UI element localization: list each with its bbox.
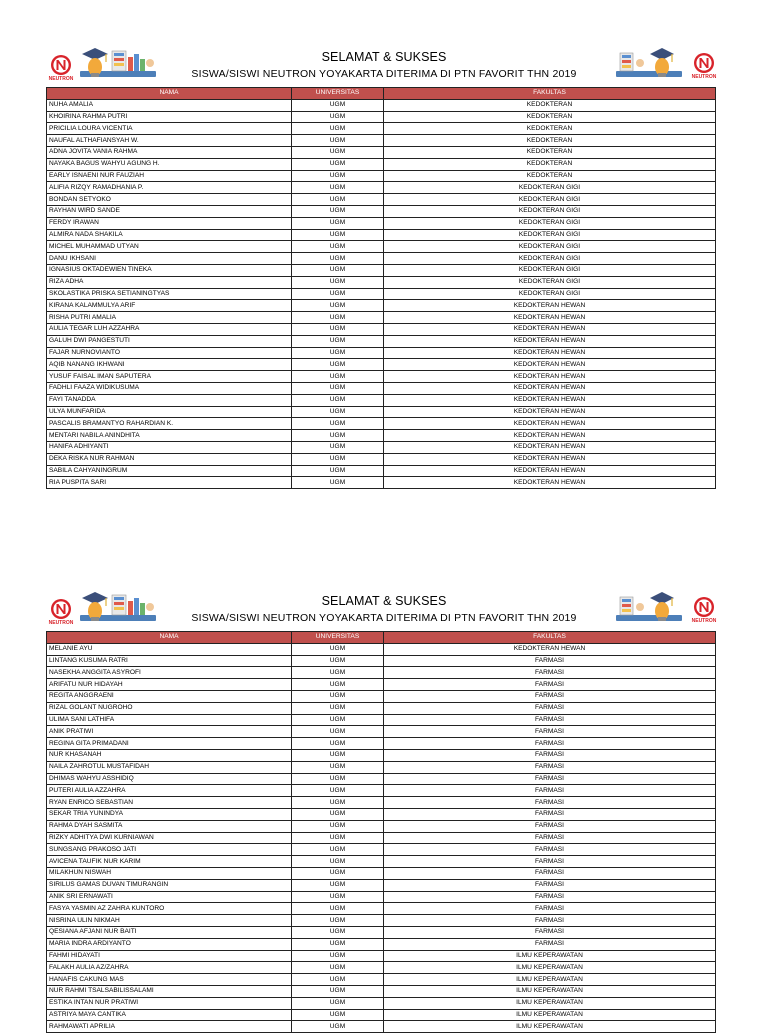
university-cell: UGM <box>292 832 384 844</box>
faculty-cell: KEDOKTERAN HEWAN <box>384 323 716 335</box>
faculty-cell: KEDOKTERAN HEWAN <box>384 371 716 383</box>
university-cell: UGM <box>292 938 384 950</box>
faculty-cell: FARMASI <box>384 690 716 702</box>
student-name-cell: RIZKY ADHITYA DWI KURNIAWAN <box>47 832 292 844</box>
university-cell: UGM <box>292 997 384 1009</box>
faculty-cell: KEDOKTERAN <box>384 158 716 170</box>
table-row <box>47 879 716 891</box>
university-cell: UGM <box>292 1021 384 1033</box>
table-row <box>47 264 716 276</box>
sheet-header <box>0 588 768 629</box>
student-name-cell: SEKAR TRIA YUNINDYA <box>47 808 292 820</box>
university-cell: UGM <box>292 229 384 241</box>
table-row <box>47 170 716 182</box>
student-name-cell: ALMIRA NADA SHAKILA <box>47 229 292 241</box>
university-cell: UGM <box>292 761 384 773</box>
faculty-cell: ILMU KEPERAWATAN <box>384 1021 716 1033</box>
university-cell: UGM <box>292 714 384 726</box>
table-row <box>47 856 716 868</box>
student-name-cell: BONDAN SETYOKO <box>47 194 292 206</box>
faculty-cell: KEDOKTERAN GIGI <box>384 253 716 265</box>
table-row <box>47 394 716 406</box>
university-cell: UGM <box>292 844 384 856</box>
table-row <box>47 1021 716 1033</box>
roster-table <box>46 631 716 1033</box>
table-row <box>47 359 716 371</box>
student-name-cell: RIZAL GOLANT NUGROHO <box>47 702 292 714</box>
logo-wordmark: NEUTRON <box>48 76 74 82</box>
table-row <box>47 950 716 962</box>
table-row <box>47 288 716 300</box>
faculty-cell: FARMASI <box>384 832 716 844</box>
student-name-cell: ESTIKA INTAN NUR PRATIWI <box>47 997 292 1009</box>
faculty-cell: KEDOKTERAN HEWAN <box>384 453 716 465</box>
table-row <box>47 749 716 761</box>
faculty-cell: ILMU KEPERAWATAN <box>384 985 716 997</box>
table-row <box>47 690 716 702</box>
table-row <box>47 985 716 997</box>
student-name-cell: IGNASIUS OKTADEWIEN TINEKA <box>47 264 292 276</box>
university-cell: UGM <box>292 194 384 206</box>
faculty-cell: KEDOKTERAN HEWAN <box>384 465 716 477</box>
table-row <box>47 820 716 832</box>
student-name-cell: NISRINA ULIN NIKMAH <box>47 915 292 927</box>
student-name-cell: NASEKHA ANGGITA ASYROFI <box>47 667 292 679</box>
table-row <box>47 217 716 229</box>
university-cell: UGM <box>292 135 384 147</box>
table-row <box>47 761 716 773</box>
table-row <box>47 382 716 394</box>
university-cell: UGM <box>292 726 384 738</box>
student-name-cell: HANIFA ADHIYANTI <box>47 441 292 453</box>
column-header-faculty: FAKULTAS <box>384 88 716 100</box>
university-cell: UGM <box>292 962 384 974</box>
table-row <box>47 773 716 785</box>
faculty-cell: FARMASI <box>384 938 716 950</box>
column-header-university: UNIVERSITAS <box>292 632 384 644</box>
faculty-cell: FARMASI <box>384 879 716 891</box>
graduation-emblem-icon <box>614 589 684 627</box>
student-name-cell: KHOIRINA RAHMA PUTRI <box>47 111 292 123</box>
university-cell: UGM <box>292 241 384 253</box>
table-row <box>47 453 716 465</box>
university-cell: UGM <box>292 418 384 430</box>
student-name-cell: MARIA INDRA ARDIYANTO <box>47 938 292 950</box>
student-name-cell: PRICILIA LOURA VICENTIA <box>47 123 292 135</box>
faculty-cell: KEDOKTERAN GIGI <box>384 276 716 288</box>
table-row <box>47 335 716 347</box>
faculty-cell: FARMASI <box>384 891 716 903</box>
table-header-row <box>47 88 716 100</box>
table-row <box>47 714 716 726</box>
faculty-cell: KEDOKTERAN <box>384 146 716 158</box>
student-name-cell: ULIMA SANI LATHIFA <box>47 714 292 726</box>
student-name-cell: RAYHAN WIRD SANDE <box>47 205 292 217</box>
student-name-cell: ARIFATU NUR HIDAYAH <box>47 679 292 691</box>
university-cell: UGM <box>292 903 384 915</box>
student-name-cell: QESIANA AFJANI NUR BAITI <box>47 926 292 938</box>
faculty-cell: FARMASI <box>384 726 716 738</box>
student-name-cell: EARLY ISNAENI NUR FAUZIAH <box>47 170 292 182</box>
student-name-cell: NUR RAHMI TSALSABILISSALAMI <box>47 985 292 997</box>
university-cell: UGM <box>292 926 384 938</box>
university-cell: UGM <box>292 950 384 962</box>
table-row <box>47 182 716 194</box>
faculty-cell: FARMASI <box>384 926 716 938</box>
table-header-row <box>47 632 716 644</box>
student-name-cell: KIRANA KALAMMULYA ARIF <box>47 300 292 312</box>
student-name-cell: ULYA MUNFARIDA <box>47 406 292 418</box>
table-row <box>47 406 716 418</box>
table-row <box>47 785 716 797</box>
university-cell: UGM <box>292 915 384 927</box>
table-row <box>47 441 716 453</box>
graduation-emblem-icon <box>614 45 684 83</box>
table-row <box>47 194 716 206</box>
university-cell: UGM <box>292 867 384 879</box>
student-name-cell: FASYA YASMIN AZ ZAHRA KUNTORO <box>47 903 292 915</box>
faculty-cell: KEDOKTERAN GIGI <box>384 264 716 276</box>
page-title: SELAMAT & SUKSES <box>321 50 447 64</box>
faculty-cell: FARMASI <box>384 856 716 868</box>
column-header-faculty: FAKULTAS <box>384 632 716 644</box>
faculty-cell: KEDOKTERAN GIGI <box>384 217 716 229</box>
table-row <box>47 867 716 879</box>
student-name-cell: NUHA AMALIA <box>47 99 292 111</box>
university-cell: UGM <box>292 288 384 300</box>
faculty-cell: FARMASI <box>384 761 716 773</box>
university-cell: UGM <box>292 217 384 229</box>
student-name-cell: RAHMAWATI APRILIA <box>47 1021 292 1033</box>
column-header-university: UNIVERSITAS <box>292 88 384 100</box>
table-row <box>47 844 716 856</box>
faculty-cell: KEDOKTERAN HEWAN <box>384 418 716 430</box>
table-row <box>47 229 716 241</box>
university-cell: UGM <box>292 347 384 359</box>
faculty-cell: KEDOKTERAN GIGI <box>384 288 716 300</box>
table-row <box>47 702 716 714</box>
faculty-cell: KEDOKTERAN GIGI <box>384 229 716 241</box>
student-name-cell: LINTANG KUSUMA RATRI <box>47 655 292 667</box>
table-row <box>47 371 716 383</box>
faculty-cell: KEDOKTERAN GIGI <box>384 205 716 217</box>
student-name-cell: ALIFIA RIZQY RAMADHANIA P. <box>47 182 292 194</box>
student-name-cell: FERDY IRAWAN <box>47 217 292 229</box>
column-header-name: NAMA <box>47 632 292 644</box>
university-cell: UGM <box>292 690 384 702</box>
logo-wordmark: NEUTRON <box>48 620 74 626</box>
university-cell: UGM <box>292 205 384 217</box>
student-name-cell: FAYI TANADDA <box>47 394 292 406</box>
table-row <box>47 312 716 324</box>
university-cell: UGM <box>292 253 384 265</box>
student-name-cell: FAHMI HIDAYATI <box>47 950 292 962</box>
student-name-cell: HANAFIS CAKUNG MAS <box>47 974 292 986</box>
university-cell: UGM <box>292 158 384 170</box>
university-cell: UGM <box>292 785 384 797</box>
university-cell: UGM <box>292 738 384 750</box>
student-name-cell: REGINA GITA PRIMADANI <box>47 738 292 750</box>
faculty-cell: KEDOKTERAN HEWAN <box>384 643 716 655</box>
table-row <box>47 146 716 158</box>
university-cell: UGM <box>292 453 384 465</box>
faculty-cell: KEDOKTERAN GIGI <box>384 182 716 194</box>
faculty-cell: FARMASI <box>384 667 716 679</box>
student-name-cell: ASTRIYA MAYA CANTIKA <box>47 1009 292 1021</box>
faculty-cell: FARMASI <box>384 844 716 856</box>
university-cell: UGM <box>292 276 384 288</box>
student-name-cell: MILAKHUN NISWAH <box>47 867 292 879</box>
university-cell: UGM <box>292 679 384 691</box>
university-cell: UGM <box>292 323 384 335</box>
table-row <box>47 643 716 655</box>
student-name-cell: MENTARI NABILA ANINDHITA <box>47 430 292 442</box>
university-cell: UGM <box>292 465 384 477</box>
table-row <box>47 938 716 950</box>
table-row <box>47 300 716 312</box>
faculty-cell: KEDOKTERAN <box>384 99 716 111</box>
table-row <box>47 123 716 135</box>
table-row <box>47 974 716 986</box>
table-row <box>47 276 716 288</box>
roster-sheet-2 <box>0 588 768 1030</box>
student-name-cell: YUSUF FAISAL IMAN SAPUTERA <box>47 371 292 383</box>
table-row <box>47 477 716 489</box>
university-cell: UGM <box>292 655 384 667</box>
column-header-name: NAMA <box>47 88 292 100</box>
table-row <box>47 667 716 679</box>
student-name-cell: AULIA TEGAR LUH AZZAHRA <box>47 323 292 335</box>
faculty-cell: FARMASI <box>384 702 716 714</box>
faculty-cell: ILMU KEPERAWATAN <box>384 962 716 974</box>
sheet-header <box>0 44 768 85</box>
faculty-cell: KEDOKTERAN HEWAN <box>384 382 716 394</box>
student-name-cell: FADHLI FAAZA WIDIKUSUMA <box>47 382 292 394</box>
university-cell: UGM <box>292 985 384 997</box>
student-name-cell: REGITA ANGGRAENI <box>47 690 292 702</box>
faculty-cell: FARMASI <box>384 749 716 761</box>
student-name-cell: NAUFAL ALTHAFIANSYAH W. <box>47 135 292 147</box>
university-cell: UGM <box>292 856 384 868</box>
student-name-cell: DEKA RISKA NUR RAHMAN <box>47 453 292 465</box>
table-row <box>47 430 716 442</box>
university-cell: UGM <box>292 371 384 383</box>
table-row <box>47 797 716 809</box>
page-title: SELAMAT & SUKSES <box>321 594 447 608</box>
university-cell: UGM <box>292 702 384 714</box>
table-row <box>47 915 716 927</box>
table-row <box>47 997 716 1009</box>
university-cell: UGM <box>292 1009 384 1021</box>
student-name-cell: SABILA CAHYANINGRUM <box>47 465 292 477</box>
student-name-cell: GALUH DWI PANGESTUTI <box>47 335 292 347</box>
faculty-cell: ILMU KEPERAWATAN <box>384 997 716 1009</box>
university-cell: UGM <box>292 808 384 820</box>
table-row <box>47 962 716 974</box>
faculty-cell: KEDOKTERAN HEWAN <box>384 312 716 324</box>
student-name-cell: AQIB NANANG IKHWANI <box>47 359 292 371</box>
faculty-cell: FARMASI <box>384 785 716 797</box>
table-row <box>47 347 716 359</box>
student-name-cell: FALAKH AULIA AZ/ZAHRA <box>47 962 292 974</box>
university-cell: UGM <box>292 441 384 453</box>
university-cell: UGM <box>292 749 384 761</box>
faculty-cell: KEDOKTERAN HEWAN <box>384 406 716 418</box>
table-row <box>47 323 716 335</box>
student-name-cell: PASCALIS BRAMANTYO RAHARDIAN K. <box>47 418 292 430</box>
university-cell: UGM <box>292 335 384 347</box>
table-row <box>47 679 716 691</box>
student-name-cell: SUNGSANG PRAKOSO JATI <box>47 844 292 856</box>
student-name-cell: MELANIE AYU <box>47 643 292 655</box>
student-name-cell: FAJAR NURNOVIANTO <box>47 347 292 359</box>
faculty-cell: FARMASI <box>384 714 716 726</box>
student-name-cell: MICHEL MUHAMMAD UTYAN <box>47 241 292 253</box>
page-subtitle: SISWA/SISWI NEUTRON YOYAKARTA DITERIMA DI PTN FAVORIT THN 2019 <box>191 612 577 624</box>
table-row <box>47 241 716 253</box>
table-row <box>47 465 716 477</box>
student-name-cell: RISHA PUTRI AMALIA <box>47 312 292 324</box>
faculty-cell: KEDOKTERAN HEWAN <box>384 335 716 347</box>
student-name-cell: ADNA JOVITA VANIA RAHMA <box>47 146 292 158</box>
student-name-cell: RYAN ENRICO SEBASTIAN <box>47 797 292 809</box>
table-row <box>47 418 716 430</box>
faculty-cell: FARMASI <box>384 820 716 832</box>
student-name-cell: SIRILUS GAMAS DUVAN TIMURANGIN <box>47 879 292 891</box>
university-cell: UGM <box>292 879 384 891</box>
faculty-cell: FARMASI <box>384 655 716 667</box>
student-name-cell: PUTERI AULIA AZZAHRA <box>47 785 292 797</box>
table-row <box>47 808 716 820</box>
faculty-cell: KEDOKTERAN <box>384 123 716 135</box>
faculty-cell: KEDOKTERAN HEWAN <box>384 477 716 489</box>
faculty-cell: FARMASI <box>384 773 716 785</box>
table-row <box>47 891 716 903</box>
faculty-cell: KEDOKTERAN HEWAN <box>384 300 716 312</box>
student-name-cell: DANU IKHSANI <box>47 253 292 265</box>
student-name-cell: RIA PUSPITA SARI <box>47 477 292 489</box>
student-name-cell: AVICENA TAUFIK NUR KARIM <box>47 856 292 868</box>
university-cell: UGM <box>292 123 384 135</box>
university-cell: UGM <box>292 974 384 986</box>
faculty-cell: KEDOKTERAN <box>384 170 716 182</box>
logo-wordmark: NEUTRON <box>691 618 717 624</box>
table-row <box>47 111 716 123</box>
university-cell: UGM <box>292 773 384 785</box>
university-cell: UGM <box>292 643 384 655</box>
university-cell: UGM <box>292 182 384 194</box>
roster-table <box>46 87 716 489</box>
university-cell: UGM <box>292 170 384 182</box>
university-cell: UGM <box>292 111 384 123</box>
student-name-cell: NAILA ZAHROTUL MUSTAFIDAH <box>47 761 292 773</box>
faculty-cell: FARMASI <box>384 738 716 750</box>
student-name-cell: SKOLASTIKA PRISKA SETIANINGTYAS <box>47 288 292 300</box>
university-cell: UGM <box>292 99 384 111</box>
faculty-cell: ILMU KEPERAWATAN <box>384 950 716 962</box>
university-cell: UGM <box>292 430 384 442</box>
table-row <box>47 158 716 170</box>
faculty-cell: FARMASI <box>384 915 716 927</box>
faculty-cell: FARMASI <box>384 867 716 879</box>
university-cell: UGM <box>292 312 384 324</box>
faculty-cell: KEDOKTERAN HEWAN <box>384 359 716 371</box>
faculty-cell: KEDOKTERAN HEWAN <box>384 394 716 406</box>
faculty-cell: ILMU KEPERAWATAN <box>384 974 716 986</box>
student-name-cell: NAYAKA BAGUS WAHYU AGUNG H. <box>47 158 292 170</box>
university-cell: UGM <box>292 797 384 809</box>
table-row <box>47 738 716 750</box>
table-row <box>47 926 716 938</box>
faculty-cell: FARMASI <box>384 808 716 820</box>
table-row <box>47 205 716 217</box>
student-name-cell: NUR KHASANAH <box>47 749 292 761</box>
university-cell: UGM <box>292 891 384 903</box>
faculty-cell: KEDOKTERAN <box>384 135 716 147</box>
student-name-cell: ANIK SRI ERNAWATI <box>47 891 292 903</box>
university-cell: UGM <box>292 394 384 406</box>
university-cell: UGM <box>292 820 384 832</box>
roster-sheet-1 <box>0 44 768 486</box>
table-row <box>47 832 716 844</box>
student-name-cell: ANIK PRATIWI <box>47 726 292 738</box>
university-cell: UGM <box>292 264 384 276</box>
table-row <box>47 253 716 265</box>
student-name-cell: RIZA ADHA <box>47 276 292 288</box>
university-cell: UGM <box>292 667 384 679</box>
faculty-cell: KEDOKTERAN HEWAN <box>384 347 716 359</box>
table-row <box>47 655 716 667</box>
logo-wordmark: NEUTRON <box>691 74 717 80</box>
faculty-cell: FARMASI <box>384 903 716 915</box>
page-subtitle: SISWA/SISWI NEUTRON YOYAKARTA DITERIMA DI PTN FAVORIT THN 2019 <box>191 68 577 80</box>
table-row <box>47 726 716 738</box>
university-cell: UGM <box>292 477 384 489</box>
table-row <box>47 99 716 111</box>
faculty-cell: KEDOKTERAN GIGI <box>384 241 716 253</box>
faculty-cell: FARMASI <box>384 797 716 809</box>
university-cell: UGM <box>292 382 384 394</box>
faculty-cell: KEDOKTERAN HEWAN <box>384 430 716 442</box>
table-row <box>47 135 716 147</box>
student-name-cell: RAHMA DYAH SASMITA <box>47 820 292 832</box>
table-row <box>47 1009 716 1021</box>
faculty-cell: ILMU KEPERAWATAN <box>384 1009 716 1021</box>
university-cell: UGM <box>292 300 384 312</box>
university-cell: UGM <box>292 359 384 371</box>
faculty-cell: KEDOKTERAN GIGI <box>384 194 716 206</box>
university-cell: UGM <box>292 406 384 418</box>
faculty-cell: KEDOKTERAN HEWAN <box>384 441 716 453</box>
faculty-cell: FARMASI <box>384 679 716 691</box>
faculty-cell: KEDOKTERAN <box>384 111 716 123</box>
university-cell: UGM <box>292 146 384 158</box>
table-row <box>47 903 716 915</box>
student-name-cell: DHIMAS WAHYU ASSHIDIQ <box>47 773 292 785</box>
